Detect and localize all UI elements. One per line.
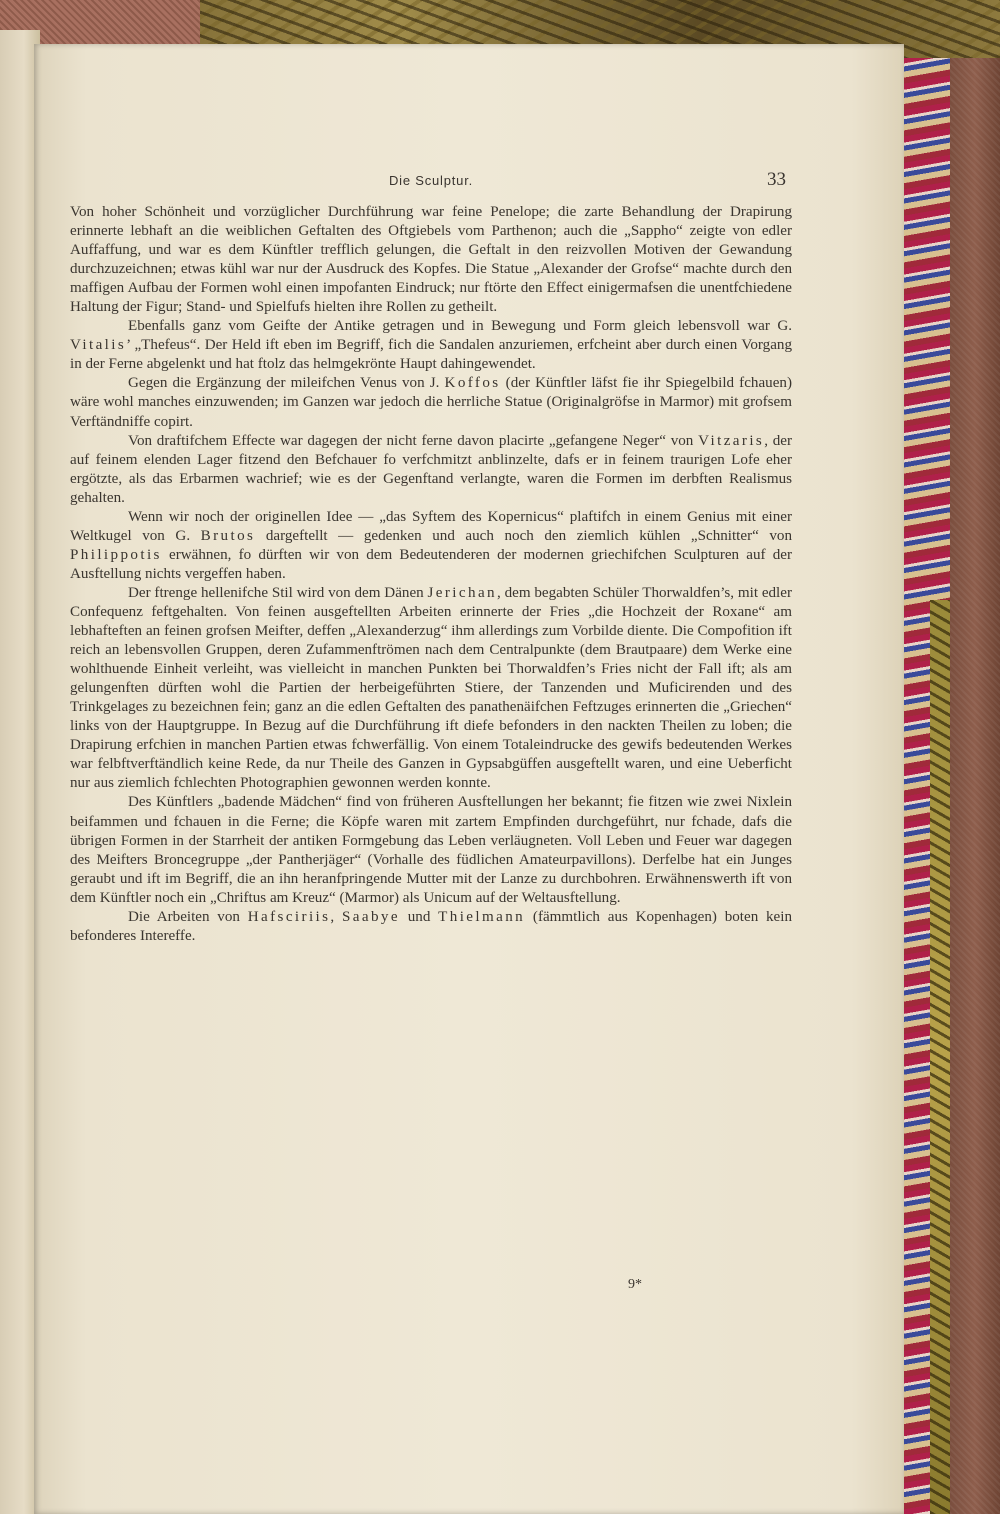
artist-name: Hafsciriis: [247, 908, 331, 925]
text-run: Gegen die Ergänzung der mileifchen Venus von J.: [128, 375, 445, 392]
artist-name: Vitzaris: [698, 432, 765, 449]
marbled-endpaper: [930, 600, 950, 1514]
paragraph: [70, 793, 792, 907]
text-run: erwähnen, fo dürften wir von dem Bedeutenderen der modernen griechifchen Sculpturen auf der Ausftellung nichts vergeffen haben.: [70, 546, 792, 582]
text-run: Der ftrenge hellenifche Stil wird von dem Dänen: [128, 584, 428, 601]
text-run: Ebenfalls ganz vom Geifte der Antike getragen und in Bewegung und Form gleich lebensvoll war G.: [128, 318, 792, 335]
binding-cloth-right: [950, 58, 1000, 1514]
paragraph: [70, 584, 792, 794]
text-run: , dem begabten Schüler Thorwaldfen’s, mit edler Confequenz feftgehalten. Von feinen ausgeftellten Arbeiten erinnerte der Fries „die Hochzeit der Roxane“ am lebhafteften an feinen grofsen Meifter, deffen „Alexanderzug“ ihm allerdings zum Vorbilde diente. Die Compofition ift reich an lebensvollen Gruppen, deren Zufammenftrömen nach dem Centralpunkte (dem Brautpaare) dem Werke eine wohlthuende Einheit verleiht, was vielleicht in manchen Punkten bei Thorwaldfen’s Fries nicht der Fall ift; als am gelungenften dürften wohl die Partien der herbeigeführten Stiere, der Tanzenden und Muficirenden und des Trinkgelages zu bezeichnen fein; ganz an die edlen Geftalten des panathenäifchen Feftzuges erinnerten die „Griechen“ links von der Hauptgruppe. In Bezug auf die Durchführung ift diefe befonders in den nackten Theilen zu loben; die Drapirung erfchien in manchen Partien etwas fchwerfällig. Von einem Totaleindrucke des gewifs bedeutenden Werkes war felbftverftändlich keine Rede, da nur Theile des Ganzen in Gypsabgüffen ausgeftellt waren, und eine Ueberficht nur aus ziemlich fchlechten Photographien gewonnen werden konnte.: [70, 584, 792, 792]
text-run: , der auf feinem elenden Lager fitzend den Befchauer fo verfchmitzt anblinzelte, dafs er in feinem traurigen Lofe eher ergötzte, als das Erbarmen wachrief; wie es der Gegenftand verlangte, waren die Formen im derbften Realismus gehalten.: [70, 432, 792, 506]
text-run: dargeftellt — gedenken und auch noch den ziemlich kühlen „Schnitter“ von: [255, 527, 792, 544]
artist-name: Philippotis: [70, 546, 162, 563]
page-number: 33: [767, 169, 786, 190]
text-run: Von hoher Schönheit und vorzüglicher Durchführung war feine Penelope; die zarte Behandlung der Drapirung erinnerte lebhaft an die weiblichen Geftalten des Oftgiebels vom Parthenon; auch die „Sappho“ zeigte von edler Auffaffung, und war es dem Künftler trefflich gelungen, die Geftalt in den reizvollen Motiven der Gewandung durchzuzeichnen; etwas kühl war nur der Ausdruck des Kopfes. Die Statue „Alexander der Grofse“ machte durch den maffigen Aufbau der Formen wohl einen impofanten Eindruck; nur ftörte den Effect einigermafsen die unentfchiedene Haltung der Figur; Stand- und Spielfufs hielten ihre Rollen zu getheilt.: [70, 204, 792, 316]
artist-name: Saabye: [341, 908, 400, 925]
text-run: ,: [330, 908, 342, 925]
body-text: [70, 203, 792, 946]
text-run: und: [399, 908, 439, 925]
text-run: ’ „Thefeus“. Der Held ift eben im Begriff, fich die Sandalen anzuriemen, erfcheint aber durch einen Vorgang in der Ferne abgelenkt und hat ftolz das helmgekrönte Haupt dahingewendet.: [70, 337, 792, 373]
paragraph: [70, 317, 792, 374]
text-run: Wenn wir noch der originellen Idee — „das Syftem des Kopernicus“ plaftifch in einem Genius mit einer Weltkugel von G.: [70, 508, 792, 544]
artist-name: Jerichan: [427, 584, 497, 601]
paragraph: [70, 908, 792, 946]
text-run: (der Künftler läfst fie ihr Spiegelbild fchauen) wäre wohl manches einzuwenden; im Ganzen war jedoch die herrliche Statue (Originalgröfse in Marmor) mit grofsem Verftändniffe copirt.: [70, 375, 792, 430]
artist-name: Vitalis: [70, 337, 127, 354]
artist-name: Thielmann: [438, 908, 526, 925]
signature-mark: 9*: [628, 1277, 642, 1292]
page-header: [70, 169, 792, 195]
paragraph: [70, 508, 792, 584]
text-run: Von draftifchem Effecte war dagegen der nicht ferne davon placirte „gefangene Neger“ von: [128, 432, 699, 449]
artist-name: Brutos: [200, 527, 256, 544]
text-run: (fämmtlich aus Kopenhagen) boten kein befonderes Intereffe.: [70, 908, 792, 944]
text-run: Des Künftlers „badende Mädchen“ find von früheren Ausftellungen her bekannt; fie fitzen wie zwei Nixlein beifammen und fchauen in die Ferne; die Köpfe waren mit zartem Empfinden durchgeführt, nur fchade, dafs die übrigen Formen in der Starrheit der antiken Formgebung das Leben verläugneten. Voll Leben und Feuer war dagegen des Meifters Broncegruppe „der Pantherjäger“ (Vorhalle des füdlichen Amateurpavillons). Derfelbe hat ein Junges geraubt und ift im Begriff, die an ihn heranfpringende Mutter mit der Lanze zu durchbohren. Erwähnenswerth ift von dem Künftler noch ein „Chriftus am Kreuz“ (Marmor) als Unicum auf der Weltausftellung.: [70, 794, 792, 906]
paragraph: [70, 374, 792, 431]
artist-name: Koffos: [444, 375, 501, 392]
paragraph: [70, 432, 792, 508]
paragraph: [70, 203, 792, 317]
text-run: Die Arbeiten von: [128, 908, 248, 925]
running-head: Die Sculptur.: [388, 173, 474, 188]
